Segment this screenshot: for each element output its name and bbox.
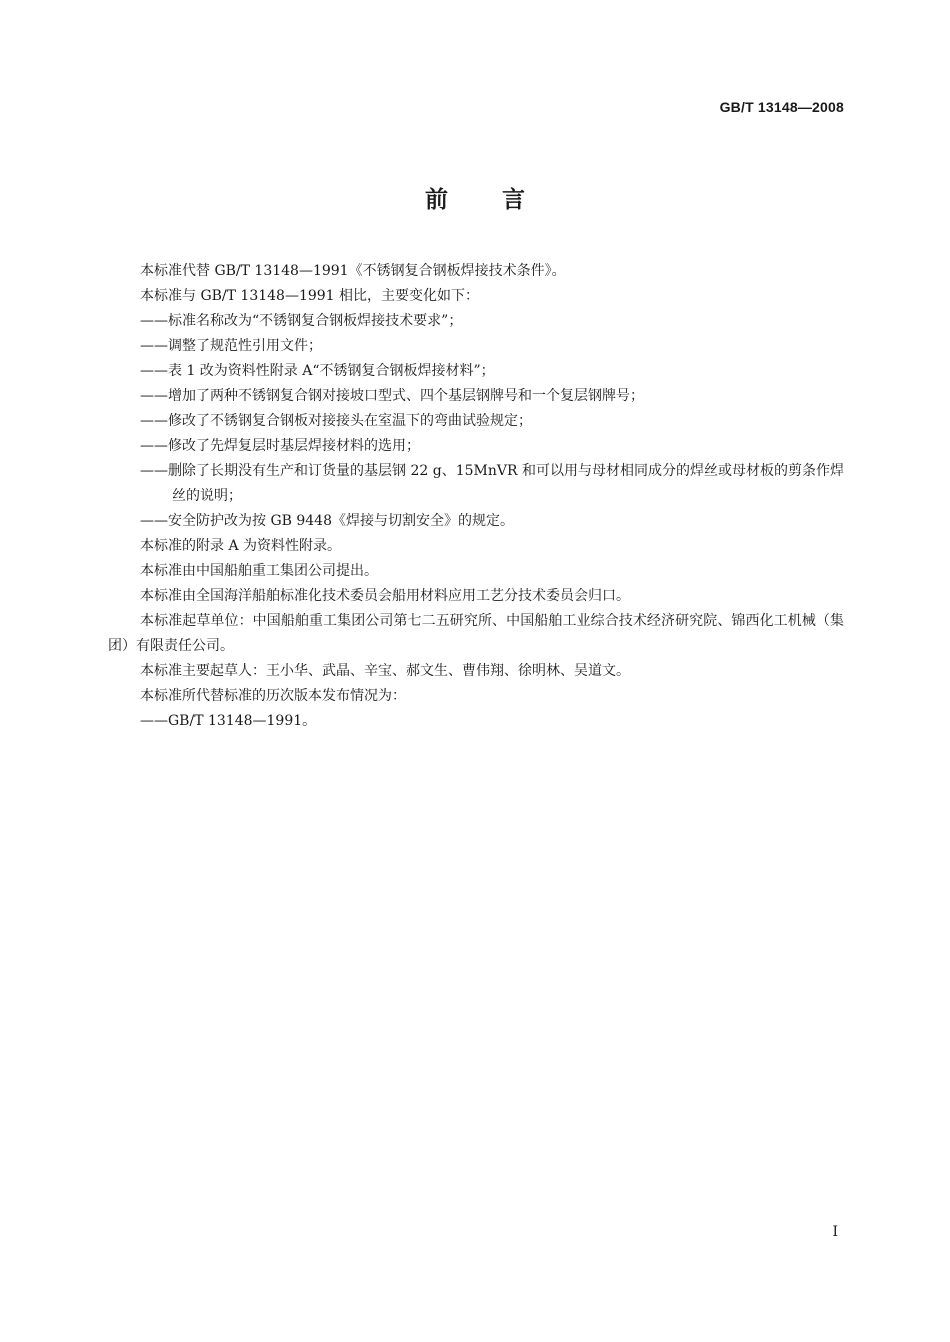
change-item: ——增加了两种不锈钢复合钢对接坡口型式、四个基层钢牌号和一个复层钢牌号；	[140, 388, 644, 404]
paragraph: 本标准主要起草人：王小华、武晶、辛宝、郝文生、曹伟翔、徐明林、吴道文。	[140, 663, 630, 679]
version-item: ——GB/T 13148—1991。	[140, 713, 317, 729]
change-item: ——修改了先焊复层时基层焊接材料的选用；	[140, 438, 420, 454]
page-title: 前言	[425, 187, 579, 213]
change-item: ——标准名称改为“不锈钢复合钢板焊接技术要求”；	[140, 313, 463, 329]
paragraph: 本标准起草单位：中国船舶重工集团公司第七二五研究所、中国船舶工业综合技术经济研究院、锦西化工机械（集团）有限责任公司。	[108, 613, 844, 654]
paragraph: 本标准与 GB/T 13148—1991 相比，主要变化如下：	[140, 288, 480, 304]
change-item: ——表 1 改为资料性附录 A“不锈钢复合钢板焊接材料”；	[140, 363, 495, 379]
change-item: ——修改了不锈钢复合钢板对接接头在室温下的弯曲试验规定；	[140, 413, 532, 429]
paragraph: 本标准的附录 A 为资料性附录。	[140, 538, 342, 554]
standard-code: GB/T 13148—2008	[719, 99, 844, 115]
change-item: ——安全防护改为按 GB 9448《焊接与切割安全》的规定。	[140, 513, 514, 529]
paragraph: 本标准所代替标准的历次版本发布情况为：	[140, 688, 406, 704]
paragraph: 本标准由中国船舶重工集团公司提出。	[140, 563, 378, 579]
paragraph: 本标准由全国海洋船舶标准化技术委员会船用材料应用工艺分技术委员会归口。	[140, 588, 630, 604]
paragraph: 本标准代替 GB/T 13148—1991《不锈钢复合钢板焊接技术条件》。	[140, 263, 566, 279]
change-item: ——调整了规范性引用文件；	[140, 338, 322, 354]
page-number: I	[832, 1224, 838, 1240]
foreword-body	[108, 259, 844, 734]
change-item: ——删除了长期没有生产和订货量的基层钢 22 g、15MnVR 和可以用与母材相同成分的焊丝或母材板的剪条作焊丝的说明；	[140, 463, 844, 504]
